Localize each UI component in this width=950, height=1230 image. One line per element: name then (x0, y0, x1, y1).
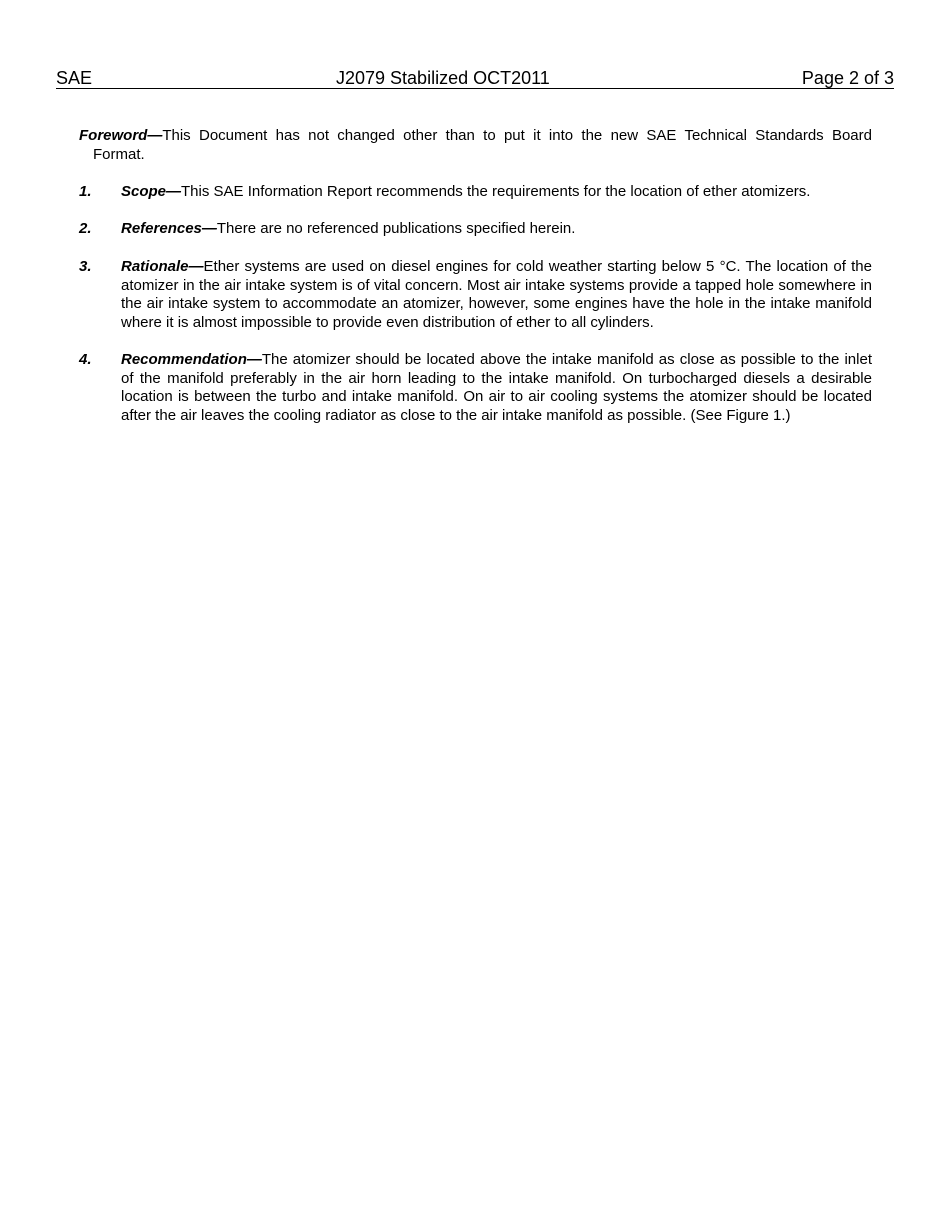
foreword-line-1 (79, 127, 872, 146)
header-organization: SAE (56, 68, 93, 88)
section-label: Scope— (121, 183, 182, 200)
section-body (121, 220, 872, 239)
foreword-text-2: Format. (93, 145, 145, 163)
foreword-label: Foreword— (79, 127, 163, 144)
page-header (56, 68, 894, 89)
section-label: Recommendation— (121, 351, 262, 368)
section-body (121, 183, 872, 202)
header-page-number: Page 2 of 3 (801, 68, 894, 88)
section-label: References— (121, 220, 217, 237)
section-number: 4. (79, 351, 92, 368)
section-text: Ether systems are used on diesel engines for cold weather starting below 5 °C. The location of the atomizer in the air intake system is of vital concern. Most air intake systems provide a tapped hole somewhere in the air intake system to accommodate an atomizer, however, some engines have the hole in the intake manifold where it is almost impossible to provide even distribution of ether to all cylinders. (121, 258, 872, 331)
section-body (121, 258, 872, 332)
section-body (121, 351, 872, 425)
section-rationale (79, 258, 872, 332)
header-document-id: J2079 Stabilized OCT2011 (336, 68, 550, 88)
section-references (79, 220, 872, 239)
foreword-paragraph (79, 127, 872, 164)
section-text: There are no referenced publications specified herein. (216, 220, 576, 237)
section-label: Rationale— (121, 258, 204, 275)
foreword-text-1: This Document has not changed other than to put it into the new SAE Technical Standards Board (162, 127, 872, 144)
section-text: The atomizer should be located above the intake manifold as close as possible to the inlet of the manifold preferably in the air horn leading to the intake manifold. On turbocharged diesels a desirable location is between the turbo and intake manifold. On air to air cooling systems the atomizer should be located after the air leaves the cooling radiator as close to the air intake manifold as possible. (See Figure 1.) (121, 351, 872, 424)
section-scope (79, 183, 872, 202)
section-number: 1. (79, 183, 92, 200)
section-text: This SAE Information Report recommends the requirements for the location of ether atomizers. (181, 183, 811, 200)
section-recommendation (79, 351, 872, 425)
section-number: 3. (79, 258, 92, 275)
section-number: 2. (79, 220, 92, 237)
